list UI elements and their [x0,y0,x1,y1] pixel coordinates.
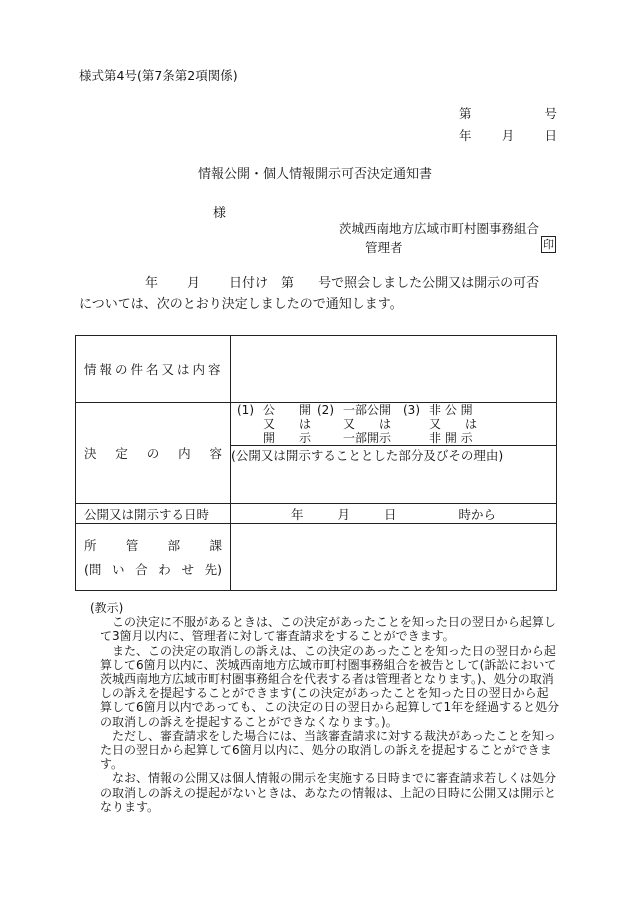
subject-label: 情報の件名又は内容 [84,362,224,377]
subject-label-cell [76,336,231,403]
date-year: 年 [459,128,472,143]
subject-value-cell [231,336,557,403]
department-row [76,524,557,591]
intro-line2: については、次のとおり決定しましたので通知します。 [79,297,403,312]
addressee-suffix: 様 [213,206,227,221]
document-title: 情報公開・個人情報開示可否決定通知書 [197,167,432,182]
form-number-label: 様式第4号(第7条第2項関係) [79,68,238,83]
decision-options [231,403,556,445]
number-prefix: 第 [459,106,472,121]
department-label-cell [76,524,231,591]
department-value-cell [231,524,557,591]
disclosure-date-label-cell [76,504,231,524]
decision-options-cell [231,403,557,446]
intro-month: 月 [187,276,201,291]
intro-year: 年 [145,276,159,291]
disclosure-date-row [76,504,557,524]
partial-reason-note: (公開又は開示することとした部分及びその理由) [231,448,504,463]
decision-label: 決 定 の 内 容 [84,446,222,461]
appeal-notice [90,601,560,814]
number-suffix: 号 [544,106,557,121]
notice-paragraph-3: ただし、審査請求をした場合には、当該審査請求に対する裁決があったことを知った日の翌日から起算して6箇月以内に、処分の取消しの訴えを提起することができます。 [100,728,556,772]
option-partial-disclose: (2) 一部公開 又 は 一部開示 [317,403,392,445]
sender-organization: 茨城西南地方広域市町村圏事務組合 [339,221,540,236]
option-disclose: (1) 公 開 又 は 開 示 [237,403,312,445]
department-label: 所 管 部 課 [84,538,222,553]
document-number-line [459,104,557,122]
decision-label-cell [76,403,231,504]
disclosure-date-value: 年 月 日 時から [291,506,497,522]
intro-no: 第 [281,276,295,291]
intro-text [79,273,559,315]
notice-paragraph-1: この決定に不服があるときは、この決定があったことを知った日の翌日から起算して3箇月以内に、管理者に対して審査請求をすることができます。 [100,615,556,644]
sender-manager: 管理者 [365,240,403,255]
document-date-line [459,126,557,144]
intro-rest: 号で照会しました公開又は開示の可否 [318,276,540,291]
notice-paragraph-2: また、この決定の取消しの訴えは、この決定のあったことを知った日の翌日から起算して6箇月以内に、茨城西南地方広域市町村圏事務組合を被告として(訴訟において茨城西南地方広域市町村圏事務組合を代表する者は管理者となります。)、処分の取消しの訴えを提起することができます(この決定があったことを知った日の翌日から起算して6箇月以内であっても、この決定の日の翌日から起算して1年を経過すると処分の取消しの訴えを提起することができなくなります。)。 [100,643,560,729]
decision-row [76,403,557,446]
subject-row [76,336,557,403]
decision-table [75,335,557,591]
notice-heading: (教示) [90,601,124,615]
contact-label: (問 い 合 わ せ 先) [84,562,222,577]
seal-mark: 印 [543,238,554,251]
option-non-disclose: (3) 非 公 開 又 は 非 開 示 [403,403,478,445]
disclosure-date-value-cell [231,504,557,524]
date-day: 日 [544,128,557,143]
partial-reason-cell [231,446,557,504]
intro-dated: 日付け [229,276,269,291]
date-month: 月 [501,128,515,143]
disclosure-date-label: 公開又は開示する日時 [84,506,210,522]
notice-paragraph-4: なお、情報の公開又は個人情報の開示を実施する日時までに審査請求若しくは処分の取消しの訴えの提起がないときは、あなたの情報は、上記の日時に公開又は開示となります。 [100,771,557,814]
